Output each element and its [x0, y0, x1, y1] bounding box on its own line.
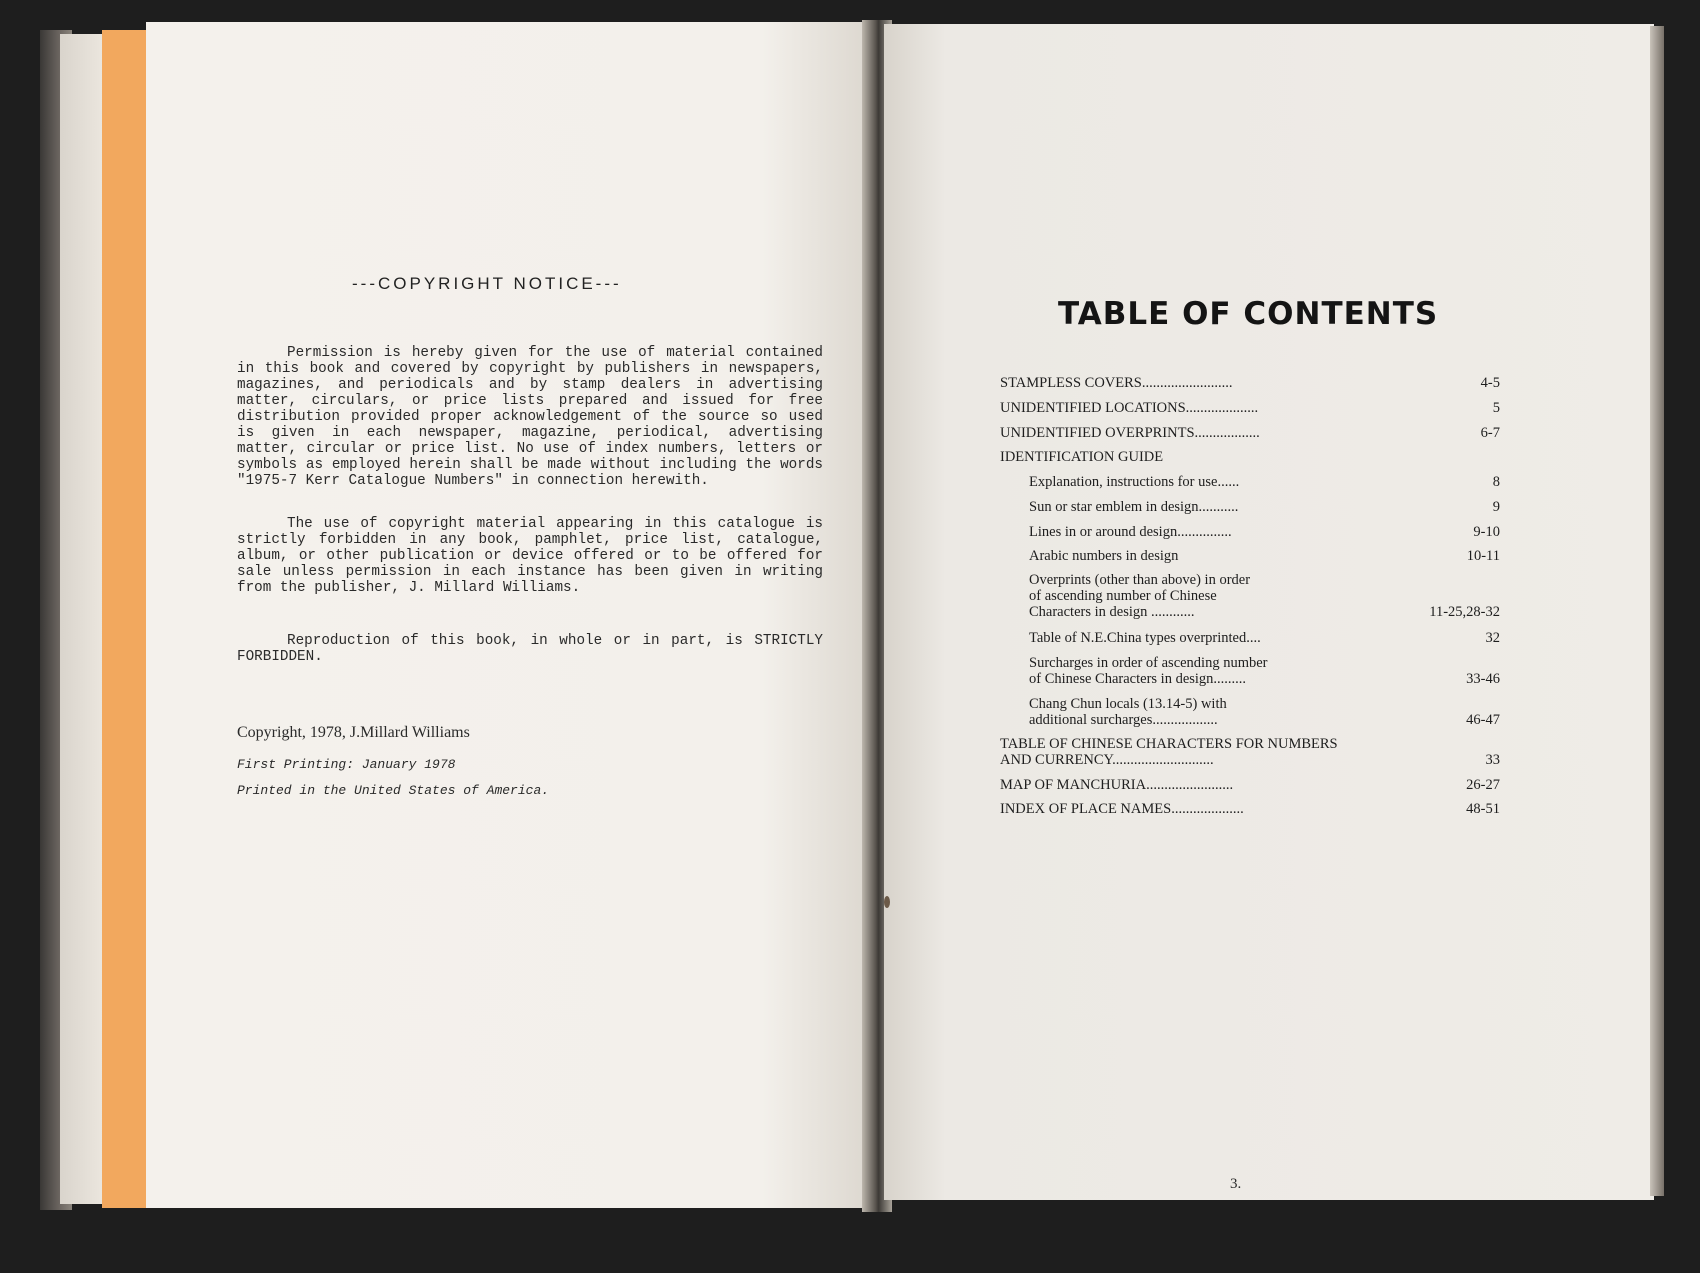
toc-entry-page: 46-47 [1466, 712, 1500, 728]
toc-title: TABLE OF CONTENTS [1058, 296, 1439, 332]
copyright-paragraph-2: The use of copyright material appearing in this catalogue is strictly forbidden in any book, pamphlet, price list, catalogue, album, or other publication or device offered or to be offered for sale unless permission in each instance has been given in writing from the publisher, J. Millard Williams. [237, 516, 823, 596]
toc-entry-page: 33-46 [1466, 671, 1500, 687]
toc-entry-label: IDENTIFICATION GUIDE [1000, 449, 1164, 465]
toc-entry-page: 4-5 [1480, 375, 1500, 391]
toc-entry-label: Overprints (other than above) in order of ascending number of Chinese Characters in design ............ [1029, 572, 1251, 620]
toc-entry-label: TABLE OF CHINESE CHARACTERS FOR NUMBERS AND CURRENCY............................ [1000, 736, 1338, 768]
toc-entry-label: UNIDENTIFIED OVERPRINTS.................. [1000, 425, 1260, 441]
toc-entry-page: 10-11 [1466, 548, 1500, 564]
toc-entry-page: 26-27 [1466, 777, 1500, 793]
printed-in-line: Printed in the United States of America. [237, 783, 550, 798]
toc-entry-page: 5 [1492, 400, 1500, 416]
copyright-paragraph-1: Permission is hereby given for the use of material contained in this book and covered by copyright by publishers in newspapers, magazines, and periodicals and by stamp dealers in advertising matter, circulars, or price lists prepared and issued for free distribution provided proper acknowledgement of the source so used is given in each newspaper, magazine, periodical, advertising matter, circular or price list. No use of index numbers, letters or symbols as employed herein shall be made without including the words "1975-7 Kerr Catalogue Numbers" in connection herewith. [237, 345, 823, 489]
toc-entry-label: MAP OF MANCHURIA........................ [1000, 777, 1234, 793]
toc-entry-page: 48-51 [1466, 801, 1500, 817]
left-page [146, 22, 871, 1208]
toc-entry-page: 33 [1485, 752, 1500, 768]
toc-entry-page: 8 [1492, 474, 1500, 490]
copyright-line: Copyright, 1978, J.Millard Williams [237, 724, 470, 741]
toc-entry-label: UNIDENTIFIED LOCATIONS.................... [1000, 400, 1259, 416]
toc-entry-label: Chang Chun locals (13.14-5) with additional surcharges.................. [1029, 696, 1227, 728]
page-stain [884, 896, 890, 908]
orange-endpaper-edge [102, 30, 150, 1208]
toc-entry-label: Arabic numbers in design [1029, 548, 1179, 564]
toc-entry-label: STAMPLESS COVERS......................... [1000, 375, 1233, 391]
toc-entry-label: Lines in or around design............... [1029, 524, 1232, 540]
toc-entry-label: Surcharges in order of ascending number of Chinese Characters in design......... [1029, 655, 1268, 687]
toc-entry-label: Explanation, instructions for use...... [1029, 474, 1240, 490]
page-number: 3. [1230, 1176, 1242, 1192]
toc-entry-page: 32 [1485, 630, 1500, 646]
toc-entry-page: 9-10 [1473, 524, 1500, 540]
copyright-paragraph-3: Reproduction of this book, in whole or in part, is STRICTLY FORBIDDEN. [237, 633, 823, 665]
toc-entry-page: 9 [1492, 499, 1500, 515]
toc-entry-label: Table of N.E.China types overprinted.... [1029, 630, 1261, 646]
toc-entry-label: INDEX OF PLACE NAMES.................... [1000, 801, 1244, 817]
toc-entry-label: Sun or star emblem in design........... [1029, 499, 1239, 515]
toc-entry-page: 11-25,28-32 [1429, 604, 1500, 620]
first-printing-line: First Printing: January 1978 [237, 757, 456, 772]
right-book-edge [1650, 26, 1664, 1196]
toc-entry-page: 6-7 [1480, 425, 1500, 441]
copyright-notice-title: ---COPYRIGHT NOTICE--- [352, 274, 622, 293]
